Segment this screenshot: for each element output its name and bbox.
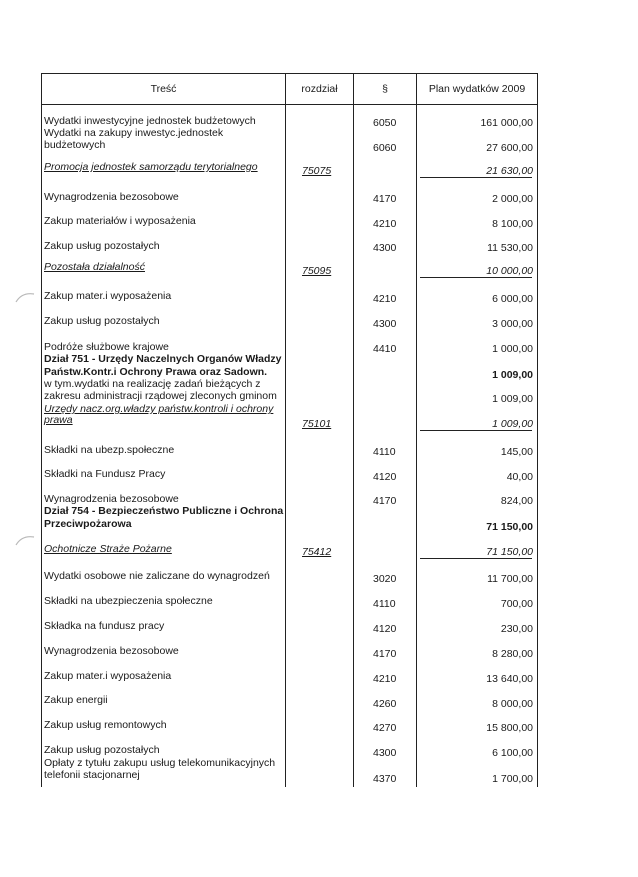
row-paragraf: 4370 (373, 773, 397, 785)
section-title-line2: Przeciwpożarowa (44, 518, 132, 530)
row-paragraf: 4210 (373, 218, 397, 230)
header-plan: Plan wydatków 2009 (428, 83, 526, 95)
row-paragraf: 4210 (373, 293, 397, 305)
row-plan: 3 000,00 (492, 318, 533, 330)
column-divider-plan (416, 73, 417, 787)
row-plan: 2 000,00 (492, 193, 533, 205)
row-text: Wydatki osobowe nie zaliczane do wynagrodzeń (44, 570, 270, 582)
header-paragraf: § (382, 83, 388, 95)
scan-mark-icon (14, 533, 36, 547)
row-plan: 824,00 (500, 495, 533, 507)
row-rozdzial: 75095 (302, 265, 332, 277)
row-text: Zakup materiałów i wyposażenia (44, 215, 196, 227)
row-text-line2: prawa (44, 414, 73, 426)
row-plan: 230,00 (500, 623, 533, 635)
section-title-line2: Państw.Kontr.i Ochrony Prawa oraz Sadown. (44, 366, 268, 378)
row-paragraf: 4110 (373, 446, 396, 458)
section-title: Dział 751 - Urzędy Naczelnych Organów Władzy (44, 353, 282, 365)
row-text: Opłaty z tytułu zakupu usług telekomunikacyjnych (44, 757, 276, 769)
row-plan: 145,00 (500, 446, 533, 458)
row-text: Wynagrodzenia bezosobowe (44, 191, 179, 203)
row-text: Zakup usług pozostałych (44, 744, 160, 756)
row-plan: 15 800,00 (486, 722, 533, 734)
row-paragraf: 3020 (373, 573, 397, 585)
row-text: Składki na ubezp.społeczne (44, 444, 175, 456)
column-divider-rozdzial (285, 73, 286, 787)
table-left-border (41, 73, 42, 787)
header-tresc: Treść (150, 83, 177, 95)
column-divider-paragraf (353, 73, 354, 787)
subtotal-line (420, 177, 532, 178)
row-text: Wynagrodzenia bezosobowe (44, 645, 179, 657)
row-text: Ochotnicze Straże Pożarne (44, 543, 172, 555)
row-text: Promocja jednostek samorządu terytorialnego (44, 161, 258, 173)
row-rozdzial: 75412 (302, 546, 332, 558)
row-plan: 21 630,00 (486, 165, 533, 177)
row-plan: 700,00 (500, 598, 533, 610)
subtotal-line (420, 558, 532, 559)
row-plan: 161 000,00 (480, 117, 533, 129)
row-plan: 1 700,00 (492, 773, 533, 785)
row-plan: 6 000,00 (492, 293, 533, 305)
row-paragraf: 4270 (373, 722, 397, 734)
row-plan: 1 000,00 (492, 343, 533, 355)
row-text: Zakup usług pozostałych (44, 240, 160, 252)
row-rozdzial: 75075 (302, 165, 332, 177)
row-plan: 8 100,00 (492, 218, 533, 230)
row-text: Podróże służbowe krajowe (44, 341, 169, 353)
row-plan: 10 000,00 (486, 265, 533, 277)
row-paragraf: 4300 (373, 318, 397, 330)
row-rozdzial: 75101 (302, 418, 332, 430)
row-plan: 1 009,00 (492, 418, 533, 430)
table-header-bottom-border (41, 104, 538, 105)
row-plan: 8 280,00 (492, 648, 533, 660)
row-text: Składka na fundusz pracy (44, 620, 165, 632)
row-text: Pozostała działalność (44, 261, 145, 273)
row-plan: 40,00 (506, 471, 533, 483)
row-plan: 6 100,00 (492, 747, 533, 759)
section-title: Dział 754 - Bezpieczeństwo Publiczne i Ochrona (44, 505, 284, 517)
row-paragraf: 4260 (373, 698, 397, 710)
row-paragraf: 4170 (373, 193, 397, 205)
row-text: w tym.wydatki na realizację zadań bieżących z (44, 378, 261, 390)
row-plan: 8 000,00 (492, 698, 533, 710)
row-text: Urzędy nacz.org.władzy państw.kontroli i ochrony (44, 403, 274, 415)
row-text: Zakup usług remontowych (44, 719, 167, 731)
row-text: Zakup mater.i wyposażenia (44, 290, 172, 302)
row-plan: 27 600,00 (486, 142, 533, 154)
subtotal-line (420, 277, 532, 278)
row-text-line2: zakresu administracji rządowej zleconych gminom (44, 390, 277, 402)
row-text: Zakup usług pozostałych (44, 315, 160, 327)
row-text: Wydatki na zakupy inwestyc.jednostek (44, 127, 224, 139)
table-top-border (41, 73, 538, 74)
row-paragraf: 4110 (373, 598, 396, 610)
section-total: 1 009,00 (492, 369, 533, 381)
row-text: Wydatki inwestycyjne jednostek budżetowych (44, 115, 256, 127)
row-text: Zakup mater.i wyposażenia (44, 670, 172, 682)
row-plan: 1 009,00 (492, 393, 533, 405)
row-paragraf: 6050 (373, 117, 397, 129)
row-plan: 13 640,00 (486, 673, 533, 685)
row-paragraf: 4210 (373, 673, 397, 685)
row-text: Składki na ubezpieczenia społeczne (44, 595, 213, 607)
section-total: 71 150,00 (486, 521, 533, 533)
row-text-line2: budżetowych (44, 139, 106, 151)
row-text: Wynagrodzenia bezosobowe (44, 493, 179, 505)
row-plan: 11 530,00 (487, 242, 533, 254)
row-paragraf: 6060 (373, 142, 397, 154)
row-paragraf: 4300 (373, 747, 397, 759)
row-paragraf: 4170 (373, 648, 397, 660)
scan-mark-icon (14, 290, 36, 304)
row-text-line2: telefonii stacjonarnej (44, 769, 140, 781)
row-paragraf: 4120 (373, 623, 397, 635)
row-paragraf: 4170 (373, 495, 397, 507)
row-paragraf: 4410 (373, 343, 397, 355)
row-plan: 11 700,00 (487, 573, 533, 585)
table-right-border (537, 73, 538, 787)
row-text: Zakup energii (44, 694, 108, 706)
row-paragraf: 4300 (373, 242, 397, 254)
row-plan: 71 150,00 (486, 546, 533, 558)
row-text: Składki na Fundusz Pracy (44, 468, 166, 480)
header-rozdzial: rozdział (301, 83, 338, 95)
subtotal-line (420, 430, 532, 431)
row-paragraf: 4120 (373, 471, 397, 483)
